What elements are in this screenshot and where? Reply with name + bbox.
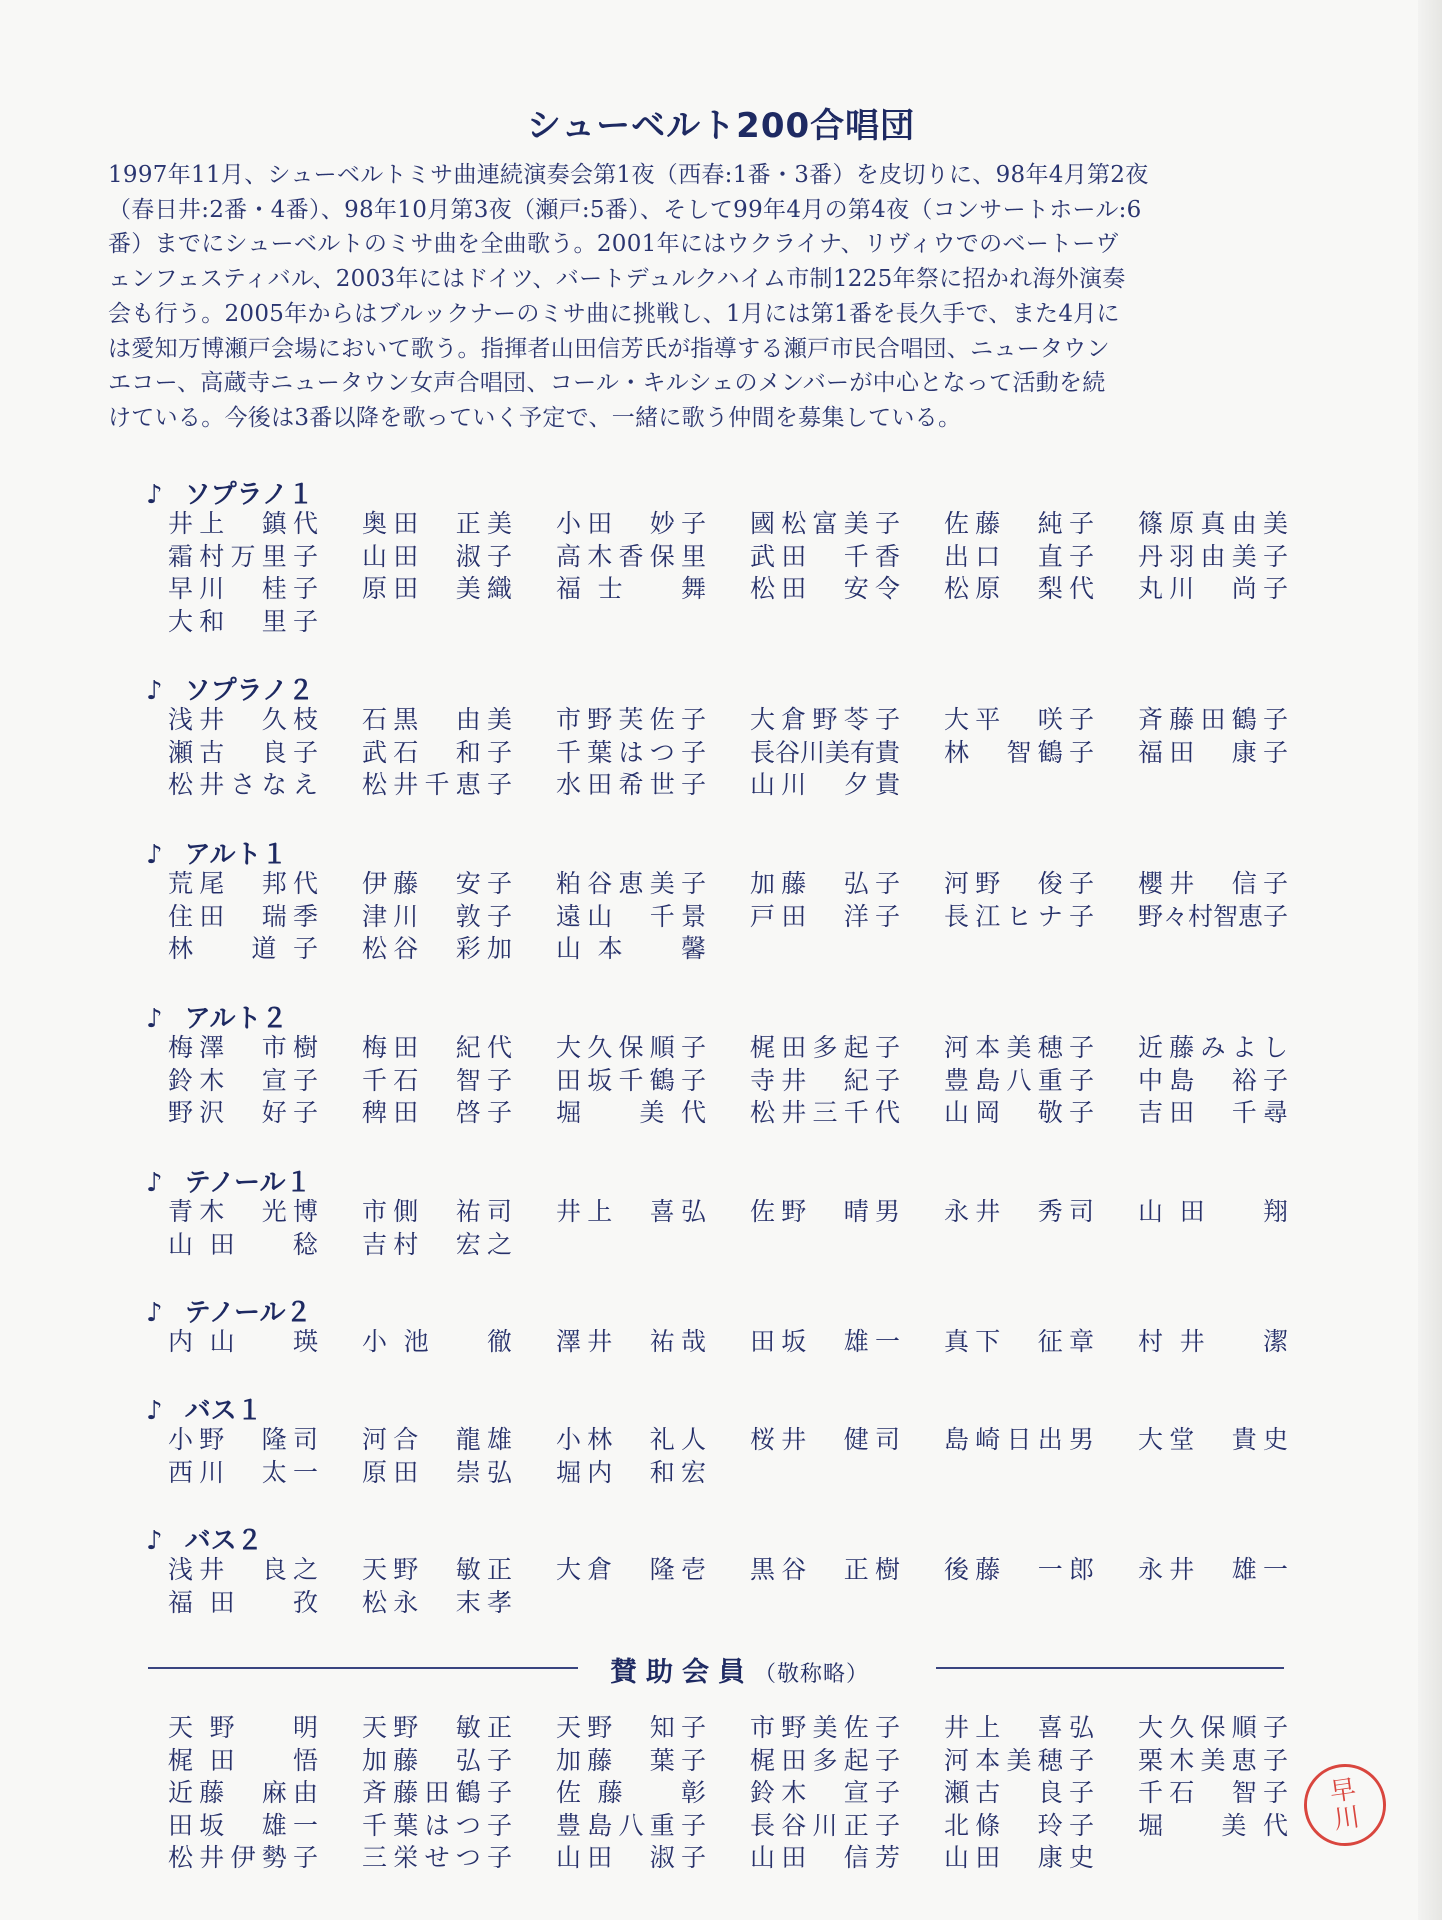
member-name: 長江ヒナ子 [944,901,1094,931]
member-row [168,573,1328,606]
member-name: 真下 征章 [944,1327,1094,1356]
member-name: 河野 俊子 [944,869,1094,898]
member-name: 丹羽由美子 [1138,541,1288,571]
section-heading [146,834,288,871]
member-name: 大平 咲子 [944,705,1094,734]
member-name: 堀 美代 [556,1098,706,1128]
member-name: 山田 信芳 [750,1843,900,1873]
member-name: 小野 隆司 [168,1425,318,1454]
member-name: 林 智鶴子 [944,737,1094,767]
intro-line: 1997年11月、シューベルトミサ曲連続演奏会第1夜（西春:1番・3番）を皮切りに、98年4月第2夜 [108,162,1149,188]
member-name: 山田 稔 [168,1229,318,1259]
member-name: 黒谷 正樹 [750,1555,900,1584]
member-name: 加藤 葉子 [556,1745,706,1775]
member-name: 桜井 健司 [750,1425,900,1454]
member-name: 三栄せつ子 [362,1843,512,1873]
member-name: 津川 敦子 [362,901,512,931]
member-name: 瀬古 良子 [168,737,318,767]
member-name: 市野芙佐子 [556,705,706,734]
member-name: 大和 里子 [168,606,318,636]
member-name: 吉村 宏之 [362,1229,512,1259]
member-name: 青木 光博 [168,1197,318,1226]
member-name: 千石 智子 [1138,1778,1288,1808]
section-heading [146,1390,263,1427]
seal-character: 早 [1328,1774,1359,1808]
member-row [168,933,1328,966]
member-name: 松井三千代 [750,1098,900,1128]
divider-left [148,1667,578,1669]
member-name: 斉藤田鶴子 [1138,705,1288,734]
section-heading [146,998,288,1035]
member-grid [168,1424,1328,1489]
member-name: 山田 翔 [1138,1197,1288,1226]
member-name: 遠山 千景 [556,901,706,931]
member-name: 田坂 雄一 [750,1327,900,1356]
member-name: 梅田 紀代 [362,1033,512,1062]
member-name: 寺井 紀子 [750,1065,900,1095]
seal-character: 川 [1331,1802,1362,1836]
intro-line: けている。今後は3番以降を歌っていく予定で、一緒に歌う仲間を募集している。 [108,404,962,431]
member-name: 戸田 洋子 [750,901,900,931]
member-name: 浅井 久枝 [168,705,318,734]
member-name: 住田 瑞季 [168,901,318,931]
member-name: 出口 直子 [944,541,1094,571]
intro-line: ェンフェスティバル、2003年にはドイツ、バートデュルクハイム市制1225年祭に招かれ海外演奏 [108,266,1126,293]
member-name: 瀬古 良子 [944,1778,1094,1808]
member-name: 佐藤 純子 [944,509,1094,538]
member-name: 梶田多起子 [750,1745,900,1775]
member-name: 浅井 良之 [168,1555,318,1584]
divider-right [936,1667,1284,1669]
music-note-icon: ♪ [146,1396,163,1426]
member-name: 村井 潔 [1138,1327,1288,1356]
member-name: 丸川 尚子 [1138,574,1288,604]
member-name: 西川 太一 [168,1457,318,1487]
supporters-title: 賛助会員 [610,1657,754,1688]
member-name: 小田 妙子 [556,509,706,538]
section-name: テノール２ [184,1298,312,1328]
member-row [168,1032,1328,1065]
member-name: 小池 徹 [362,1327,512,1356]
member-name: 後藤 一郎 [944,1555,1094,1584]
member-row [168,1745,1328,1778]
section-heading [146,1292,311,1329]
member-name: 山田 淑子 [556,1843,706,1873]
member-name: 長谷川正子 [750,1810,900,1840]
member-name: 粕谷恵美子 [556,869,706,898]
member-name: 中島 裕子 [1138,1065,1288,1095]
member-name: 島崎日出男 [944,1425,1094,1454]
member-name: 吉田 千尋 [1138,1098,1288,1128]
member-name: 山川 夕貴 [750,770,900,800]
member-name: 大久保順子 [1138,1713,1288,1742]
member-row [168,1097,1328,1130]
member-name: 梅澤 市樹 [168,1033,318,1062]
member-name: 山本 馨 [556,934,706,964]
member-name: 高木香保里 [556,541,706,571]
member-row [168,868,1328,901]
member-name: 近藤みよし [1138,1033,1288,1062]
member-name: 松井さなえ [168,770,318,800]
member-name: 河合 龍雄 [362,1425,512,1454]
member-row [168,704,1328,737]
member-name: 篠原真由美 [1138,509,1288,538]
member-name: 松永 末孝 [362,1587,512,1617]
member-name: 天野 知子 [556,1713,706,1742]
member-name: 北條 玲子 [944,1810,1094,1840]
member-name: 鈴木 宣子 [168,1065,318,1095]
member-row [168,1810,1328,1843]
member-name: 堀 美代 [1138,1810,1288,1840]
member-name: 内山 瑛 [168,1327,318,1356]
member-name: 松谷 彩加 [362,934,512,964]
member-name: 河本美穂子 [944,1033,1094,1062]
member-name: 山田 康史 [944,1843,1094,1873]
member-name: 堀内 和宏 [556,1457,706,1487]
member-name: 松井千恵子 [362,770,512,800]
supporters-label [610,1650,869,1689]
member-name: 加藤 弘子 [362,1745,512,1775]
member-name: 千石 智子 [362,1065,512,1095]
member-name: 林 道子 [168,934,318,964]
section-heading [146,474,314,511]
music-note-icon: ♪ [146,480,163,510]
section-heading [146,670,314,707]
member-name: 市側 祐司 [362,1197,512,1226]
music-note-icon: ♪ [146,840,163,870]
member-name: 豊島八重子 [944,1065,1094,1095]
member-name: 加藤 弘子 [750,869,900,898]
section-name: ソプラノ１ [184,480,314,510]
member-row [168,1326,1328,1359]
intro-paragraph [108,158,1304,436]
music-note-icon: ♪ [146,1004,163,1034]
member-name: 荒尾 邦代 [168,869,318,898]
member-name: 松田 安令 [750,574,900,604]
member-name: 山岡 敬子 [944,1098,1094,1128]
member-grid [168,868,1328,966]
member-name: 山田 淑子 [362,541,512,571]
member-row [168,1777,1328,1810]
member-grid [168,704,1328,802]
member-name: 水田希世子 [556,770,706,800]
member-name: 松井伊勢子 [168,1843,318,1873]
member-grid [168,1326,1328,1359]
member-row [168,1229,1328,1262]
member-row [168,1554,1328,1587]
member-name: 武田 千香 [750,541,900,571]
member-name: 伊藤 安子 [362,869,512,898]
section-heading [146,1520,263,1557]
member-name: 大久保順子 [556,1033,706,1062]
member-name: 早川 桂子 [168,574,318,604]
member-name: 大倉 隆壱 [556,1555,706,1584]
member-row [168,606,1328,639]
member-name: 佐野 晴男 [750,1197,900,1226]
member-name: 永井 雄一 [1138,1555,1288,1584]
member-name: 野々村智恵子 [1138,901,1289,931]
member-name: 小林 礼人 [556,1425,706,1454]
supporters-subtitle: （敬称略） [754,1662,870,1687]
member-name: 福田 孜 [168,1587,318,1617]
member-name: 市野美佐子 [750,1713,900,1742]
intro-line: 番）までにシューベルトのミサ曲を全曲歌う。2001年にはウクライナ、リヴィウでのベートーヴ [108,231,1119,258]
member-name: 原田 美織 [362,574,512,604]
member-name: 原田 崇弘 [362,1457,512,1487]
music-note-icon: ♪ [146,676,163,706]
member-name: 霜村万里子 [168,541,318,571]
member-name: 松原 梨代 [944,574,1094,604]
music-note-icon: ♪ [146,1298,163,1328]
member-name: 奥田 正美 [362,509,512,538]
member-name: 千葉はつ子 [556,737,706,767]
member-row [168,1424,1328,1457]
member-row [168,737,1328,770]
member-name: 天野 敏正 [362,1555,512,1584]
member-name: 大倉野苓子 [750,705,900,734]
member-name: 斉藤田鶴子 [362,1778,512,1808]
member-name: 鈴木 宣子 [750,1778,900,1808]
member-name: 福田 康子 [1138,737,1288,767]
member-grid [168,1032,1328,1130]
member-name: 千葉はつ子 [362,1810,512,1840]
intro-line: （春日井:2番・4番）、98年10月第3夜（瀬戸:5番）、そして99年4月の第4夜（コンサートホール:6 [108,196,1142,223]
member-name: 天野 明 [168,1713,318,1742]
member-name: 野沢 好子 [168,1098,318,1128]
page-edge [1418,0,1442,1920]
member-row [168,541,1328,574]
section-name: アルト１ [184,840,288,870]
member-name: 豊島八重子 [556,1810,706,1840]
page-title: シューベルト200合唱団 [526,106,916,146]
member-name: 永井 秀司 [944,1197,1094,1226]
section-name: アルト２ [184,1004,288,1034]
member-row [168,769,1328,802]
member-grid [168,1554,1328,1619]
member-name: 井上 喜弘 [556,1197,706,1226]
music-note-icon: ♪ [146,1168,163,1198]
member-grid [168,508,1328,638]
member-name: 長谷川美有貴 [750,737,901,767]
supporters-heading [148,1650,1284,1686]
member-name: 梶田 悟 [168,1745,318,1775]
member-name: 國松富美子 [750,509,900,538]
member-name: 田坂 雄一 [168,1810,318,1840]
member-row [168,901,1328,934]
member-grid [168,1196,1328,1261]
section-name: テノール１ [184,1168,312,1198]
member-row [168,1587,1328,1620]
section-heading [146,1162,311,1199]
intro-line: 会も行う。2005年からはブルックナーのミサ曲に挑戦し、1月には第1番を長久手で、また4月に [108,300,1120,327]
member-name: 河本美穂子 [944,1745,1094,1775]
member-row [168,1712,1328,1745]
member-row [168,1065,1328,1098]
member-name: 稗田 啓子 [362,1098,512,1128]
member-row [168,1457,1328,1490]
intro-line: エコー、高蔵寺ニュータウン女声合唱団、コール・キルシェのメンバーが中心となって活動を続 [108,370,1106,397]
member-name: 大堂 貴史 [1138,1425,1288,1454]
member-row [168,1196,1328,1229]
member-name: 佐藤 彰 [556,1778,706,1808]
member-name: 石黒 由美 [362,705,512,734]
member-name: 武石 和子 [362,737,512,767]
member-name: 櫻井 信子 [1138,869,1288,898]
member-name: 近藤 麻由 [168,1778,318,1808]
section-name: バス１ [184,1396,263,1426]
section-name: バス２ [184,1526,263,1556]
member-row [168,508,1328,541]
member-grid [168,1712,1328,1875]
member-name: 梶田多起子 [750,1033,900,1062]
section-name: ソプラノ２ [184,676,314,706]
member-name: 澤井 祐哉 [556,1327,706,1356]
intro-line: は愛知万博瀬戸会場において歌う。指揮者山田信芳氏が指導する瀬戸市民合唱団、ニュータウン [108,335,1110,362]
member-name: 天野 敏正 [362,1713,512,1742]
member-name: 井上 喜弘 [944,1713,1094,1742]
member-row [168,1842,1328,1875]
member-name: 福士 舞 [556,574,706,604]
member-name: 田坂千鶴子 [556,1065,706,1095]
member-name: 栗木美恵子 [1138,1745,1288,1775]
member-name: 井上 鎮代 [168,509,318,538]
music-note-icon: ♪ [146,1526,163,1556]
